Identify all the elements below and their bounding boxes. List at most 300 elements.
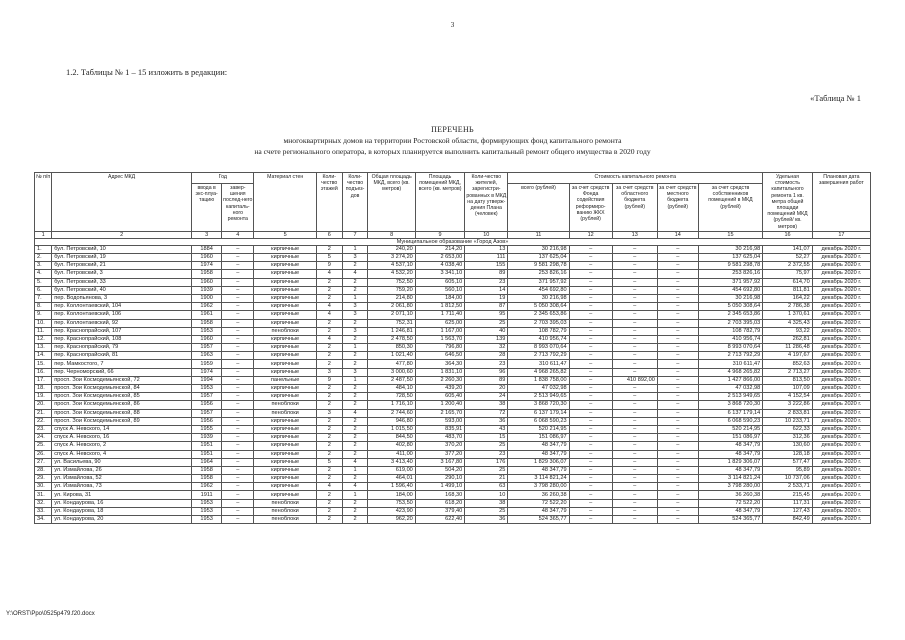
row-cost-owners: 8 993 070,64 [698,344,763,352]
row-unit-cost: 2 713,27 [763,368,812,376]
row-cost-fund: – [569,434,612,442]
row-deadline: декабрь 2020 г. [812,507,870,515]
row-deadline: декабрь 2020 г. [812,368,870,376]
row-deadline: декабрь 2020 г. [812,286,870,294]
row-material: кирпичные [254,286,316,294]
row-premises-area: 364,30 [415,360,464,368]
row-entrances: 2 [342,499,368,507]
row-premises-area: 1 200,40 [415,401,464,409]
row-cost-total: 30 216,98 [508,294,569,302]
row-material: кирпичные [254,450,316,458]
row-residents: 72 [465,409,508,417]
row-total-area: 402,80 [368,442,415,450]
row-cost-total: 48 347,79 [508,442,569,450]
row-cost-local: – [657,409,698,417]
row-number: 24. [35,434,52,442]
row-year-commission: 1951 [192,450,222,458]
row-total-area: 240,20 [368,245,415,253]
row-year-commission: 1959 [192,360,222,368]
row-entrances: 4 [342,458,368,466]
row-residents: 24 [465,393,508,401]
row-number: 19. [35,393,52,401]
row-material: кирпичные [254,393,316,401]
row-cost-owners: 2 345 653,86 [698,311,763,319]
row-material: кирпичные [254,368,316,376]
table-row [35,401,871,409]
row-year-commission: 1939 [192,434,222,442]
row-premises-area: 290,10 [415,475,464,483]
row-number: 10. [35,319,52,327]
row-total-area: 850,30 [368,344,415,352]
column-number: 15 [698,231,763,238]
row-year-commission: 1911 [192,491,222,499]
row-floors: 2 [316,360,342,368]
row-cost-fund: – [569,507,612,515]
row-cost-total: 30 216,98 [508,245,569,253]
row-material: кирпичные [254,303,316,311]
row-cost-local: – [657,311,698,319]
row-address: ул. Васильева, 90 [52,458,192,466]
row-cost-owners: 108 782,79 [698,327,763,335]
row-residents: 23 [465,278,508,286]
row-total-area: 464,01 [368,475,415,483]
houses-table [34,172,871,524]
table-row [35,344,871,352]
row-floors: 9 [316,262,342,270]
row-year-commission: 1955 [192,425,222,433]
row-cost-owners: 1 829 306,07 [698,458,763,466]
row-total-area: 2 487,50 [368,376,415,384]
header-material: Материал стен [254,173,316,232]
row-unit-cost: 127,43 [763,507,812,515]
row-floors: 3 [316,409,342,417]
row-year-commission: 1963 [192,352,222,360]
row-unit-cost: 614,70 [763,278,812,286]
row-number: 1. [35,245,52,253]
row-residents: 23 [465,360,508,368]
row-year-last-repair: – [222,270,254,278]
row-unit-cost: 164,22 [763,294,812,302]
row-unit-cost: 75,97 [763,270,812,278]
row-entrances: 3 [342,303,368,311]
row-material: кирпичные [254,360,316,368]
row-residents: 96 [465,368,508,376]
row-residents: 10 [465,491,508,499]
table-row [35,352,871,360]
row-premises-area: 622,40 [415,516,464,524]
row-cost-region: – [612,483,657,491]
row-premises-area: 1 831,10 [415,368,464,376]
row-address: пер. Черноморский, 66 [52,368,192,376]
row-cost-region: – [612,278,657,286]
row-deadline: декабрь 2020 г. [812,499,870,507]
row-cost-region: – [612,360,657,368]
row-year-commission: 1956 [192,401,222,409]
row-address: бул. Петровский, 3 [52,270,192,278]
row-entrances: 3 [342,368,368,376]
row-cost-fund: – [569,286,612,294]
row-residents: 20 [465,385,508,393]
table-row [35,335,871,343]
table-row [35,319,871,327]
row-cost-region: – [612,385,657,393]
row-deadline: декабрь 2020 г. [812,417,870,425]
row-cost-region: – [612,466,657,474]
row-cost-total: 3 114 821,24 [508,475,569,483]
row-cost-fund: – [569,409,612,417]
row-cost-fund: – [569,491,612,499]
row-cost-owners: 3 798 280,00 [698,483,763,491]
row-address: просп. Зои Космодемьянской, 89 [52,417,192,425]
row-year-commission: 1962 [192,483,222,491]
row-number: 32. [35,499,52,507]
row-cost-fund: – [569,483,612,491]
row-premises-area: 379,40 [415,507,464,515]
row-unit-cost: 2 533,71 [763,483,812,491]
row-unit-cost: 262,81 [763,335,812,343]
row-address: ул. Кирова, 31 [52,491,192,499]
row-unit-cost: 117,31 [763,499,812,507]
row-deadline: декабрь 2020 г. [812,311,870,319]
row-year-last-repair: – [222,294,254,302]
row-address: бул. Петровский, 10 [52,245,192,253]
row-entrances: 1 [342,294,368,302]
row-cost-owners: 2 703 395,03 [698,319,763,327]
table-row [35,425,871,433]
row-floors: 2 [316,319,342,327]
row-cost-region: – [612,270,657,278]
row-year-last-repair: – [222,278,254,286]
row-deadline: декабрь 2020 г. [812,401,870,409]
row-premises-area: 605,40 [415,393,464,401]
row-cost-fund: – [569,417,612,425]
row-unit-cost: 2 833,81 [763,409,812,417]
row-material: кирпичные [254,294,316,302]
row-total-area: 1 021,40 [368,352,415,360]
row-entrances: 2 [342,516,368,524]
row-number: 28. [35,466,52,474]
row-unit-cost: 4 197,67 [763,352,812,360]
row-total-area: 619,00 [368,466,415,474]
row-cost-owners: 6 068 590,23 [698,417,763,425]
row-residents: 13 [465,245,508,253]
row-year-commission: 1958 [192,270,222,278]
row-cost-total: 2 703 395,03 [508,319,569,327]
row-cost-owners: 4 968 265,82 [698,368,763,376]
row-cost-fund: – [569,368,612,376]
row-deadline: декабрь 2020 г. [812,278,870,286]
row-deadline: декабрь 2020 г. [812,294,870,302]
row-cost-owners: 9 581 298,78 [698,262,763,270]
table-row [35,516,871,524]
row-cost-total: 454 692,80 [508,286,569,294]
table-reference: «Таблица № 1 [810,93,861,103]
row-unit-cost: 11 286,48 [763,344,812,352]
row-year-commission: 1994 [192,376,222,384]
row-residents: 89 [465,270,508,278]
row-floors: 2 [316,475,342,483]
header-cost-local: за счет средств местного бюджета (рублей) [657,183,698,231]
row-number: 7. [35,294,52,302]
row-cost-local: – [657,262,698,270]
row-year-last-repair: – [222,360,254,368]
row-deadline: декабрь 2020 г. [812,327,870,335]
row-year-last-repair: – [222,245,254,253]
row-premises-area: 625,00 [415,319,464,327]
row-year-last-repair: – [222,393,254,401]
row-floors: 2 [316,245,342,253]
table-row [35,483,871,491]
row-premises-area: 1 167,00 [415,327,464,335]
row-entrances: 2 [342,507,368,515]
row-cost-local: – [657,245,698,253]
row-number: 11. [35,327,52,335]
row-entrances: 2 [342,385,368,393]
header-cost-owners: за счет средств собственников помещений в МКД (рублей) [698,183,763,231]
row-premises-area: 1 563,70 [415,335,464,343]
row-cost-fund: – [569,327,612,335]
row-premises-area: 504,20 [415,466,464,474]
intro-text: 1.2. Таблицы № 1 – 15 изложить в редакции: [66,67,228,77]
row-cost-total: 371 957,92 [508,278,569,286]
row-unit-cost: 811,81 [763,286,812,294]
row-year-commission: 1957 [192,344,222,352]
table-row [35,294,871,302]
row-material: кирпичные [254,352,316,360]
header-total-area: Общая площадь МКД, всего (кв. метров) [368,173,415,232]
row-cost-fund: – [569,385,612,393]
row-material: кирпичные [254,344,316,352]
row-cost-fund: – [569,270,612,278]
row-entrances: 2 [342,335,368,343]
table-row [35,466,871,474]
table-row [35,393,871,401]
row-total-area: 2 061,80 [368,303,415,311]
row-material: кирпичные [254,475,316,483]
row-deadline: декабрь 2020 г. [812,335,870,343]
row-cost-total: 48 347,79 [508,466,569,474]
row-residents: 25 [465,319,508,327]
column-number: 13 [612,231,657,238]
column-number: 7 [342,231,368,238]
row-entrances: 2 [342,417,368,425]
row-entrances: 2 [342,434,368,442]
row-premises-area: 439,20 [415,385,464,393]
row-year-commission: 1960 [192,335,222,343]
row-total-area: 759,20 [368,286,415,294]
row-cost-fund: – [569,344,612,352]
row-unit-cost: 813,50 [763,376,812,384]
row-number: 27. [35,458,52,466]
row-deadline: декабрь 2020 г. [812,319,870,327]
row-floors: 2 [316,516,342,524]
row-unit-cost: 2 786,38 [763,303,812,311]
row-address: ул. Кондаурова, 18 [52,507,192,515]
row-number: 31. [35,491,52,499]
row-cost-fund: – [569,311,612,319]
row-unit-cost: 852,63 [763,360,812,368]
file-path-footer: Y:\ORST\Ppo\0525p479.f20.docx [6,611,95,617]
row-cost-owners: 30 216,98 [698,294,763,302]
column-number: 4 [222,231,254,238]
row-year-last-repair: – [222,417,254,425]
header-cost-fund: за счет средств Фонда содействия реформиро-ванию ЖКХ (рублей) [569,183,612,231]
row-premises-area: 377,20 [415,450,464,458]
row-cost-local: – [657,368,698,376]
row-cost-region: – [612,507,657,515]
row-number: 18. [35,385,52,393]
row-year-commission: 1958 [192,475,222,483]
row-total-area: 411,00 [368,450,415,458]
row-entrances: 4 [342,270,368,278]
row-cost-local: – [657,458,698,466]
row-cost-total: 48 347,79 [508,450,569,458]
row-floors: 2 [316,393,342,401]
row-premises-area: 605,10 [415,278,464,286]
row-cost-total: 4 968 265,82 [508,368,569,376]
row-total-area: 728,50 [368,393,415,401]
column-number: 8 [368,231,415,238]
row-floors: 5 [316,458,342,466]
row-cost-region: – [612,262,657,270]
row-total-area: 1 596,40 [368,483,415,491]
row-address: пер. Краснопрайский, 81 [52,352,192,360]
header-year-commission: ввода в экс-плуа-тацию [192,183,222,231]
row-year-commission: 1957 [192,393,222,401]
row-total-area: 3 000,60 [368,368,415,376]
row-cost-region: – [612,458,657,466]
row-premises-area: 483,70 [415,434,464,442]
row-cost-local: – [657,466,698,474]
row-address: пер. Коллонтаевский, 104 [52,303,192,311]
row-residents: 38 [465,499,508,507]
row-material: кирпичные [254,311,316,319]
row-cost-local: – [657,393,698,401]
table-row [35,442,871,450]
row-address: просп. Зои Космодемьянской, 86 [52,401,192,409]
row-cost-region: – [612,303,657,311]
row-residents: 25 [465,507,508,515]
row-cost-local: – [657,335,698,343]
row-cost-total: 9 581 298,78 [508,262,569,270]
row-cost-total: 1 838 758,00 [508,376,569,384]
header-cost-group: Стоимость капитального ремонта [508,173,763,184]
row-cost-owners: 47 032,98 [698,385,763,393]
row-material: кирпичные [254,270,316,278]
row-entrances: 1 [342,245,368,253]
row-material: кирпичные [254,491,316,499]
row-premises-area: 2 260,30 [415,376,464,384]
municipality-row [35,238,871,245]
row-deadline: декабрь 2020 г. [812,483,870,491]
header-cost-region: за счет средств областного бюджета (рублей) [612,183,657,231]
row-cost-total: 72 522,20 [508,499,569,507]
row-unit-cost: 842,49 [763,516,812,524]
municipality-name: Муниципальное образование «Город Азов» [35,238,871,245]
row-year-last-repair: – [222,344,254,352]
row-cost-total: 47 032,98 [508,385,569,393]
row-premises-area: 646,50 [415,352,464,360]
row-material: пеноблоки [254,327,316,335]
row-cost-total: 3 868 720,30 [508,401,569,409]
row-year-last-repair: – [222,434,254,442]
row-floors: 4 [316,335,342,343]
row-cost-region: – [612,450,657,458]
row-number: 33. [35,507,52,515]
row-year-commission: 1953 [192,327,222,335]
row-cost-local: – [657,475,698,483]
row-deadline: декабрь 2020 г. [812,262,870,270]
row-cost-owners: 520 214,95 [698,425,763,433]
row-cost-fund: – [569,499,612,507]
row-address: ул. Кондаурова, 20 [52,516,192,524]
row-cost-local: – [657,352,698,360]
table-row [35,360,871,368]
row-deadline: декабрь 2020 г. [812,466,870,474]
table-row [35,491,871,499]
row-deadline: декабрь 2020 г. [812,434,870,442]
row-cost-owners: 2 713 792,29 [698,352,763,360]
row-residents: 36 [465,417,508,425]
row-cost-fund: – [569,458,612,466]
row-cost-local: – [657,360,698,368]
row-year-last-repair: – [222,507,254,515]
row-cost-fund: – [569,254,612,262]
row-material: кирпичные [254,335,316,343]
row-deadline: декабрь 2020 г. [812,385,870,393]
row-total-area: 844,50 [368,434,415,442]
table-row [35,376,871,384]
row-cost-fund: – [569,278,612,286]
row-year-commission: 1974 [192,368,222,376]
row-premises-area: 168,30 [415,491,464,499]
row-cost-region: – [612,344,657,352]
row-address: пер. Краснопрайский, 79 [52,344,192,352]
row-year-last-repair: – [222,376,254,384]
row-cost-fund: – [569,442,612,450]
row-address: просп. Зои Космодемьянской, 72 [52,376,192,384]
row-cost-owners: 410 956,74 [698,335,763,343]
row-floors: 2 [316,466,342,474]
row-unit-cost: 141,07 [763,245,812,253]
row-cost-total: 310 611,47 [508,360,569,368]
row-deadline: декабрь 2020 г. [812,475,870,483]
row-cost-owners: 48 347,79 [698,507,763,515]
row-year-last-repair: – [222,335,254,343]
row-cost-region: – [612,499,657,507]
row-premises-area: 4 038,40 [415,262,464,270]
row-cost-owners: 72 522,20 [698,499,763,507]
row-address: бул. Петровский, 19 [52,254,192,262]
table-row [35,278,871,286]
row-cost-owners: 36 260,38 [698,491,763,499]
row-deadline: декабрь 2020 г. [812,270,870,278]
row-material: пеноблоки [254,401,316,409]
row-cost-owners: 310 611,47 [698,360,763,368]
row-number: 20. [35,401,52,409]
header-num: № п/п [35,173,52,232]
row-material: пеноблоки [254,516,316,524]
header-premises-area: Площадь помещений МКД, всего (кв. метров) [415,173,464,232]
row-cost-region: – [612,368,657,376]
row-year-commission: 1962 [192,303,222,311]
row-cost-fund: – [569,245,612,253]
row-residents: 32 [465,344,508,352]
row-year-commission: 1900 [192,294,222,302]
row-total-area: 1 015,50 [368,425,415,433]
row-number: 4. [35,270,52,278]
row-deadline: декабрь 2020 г. [812,442,870,450]
